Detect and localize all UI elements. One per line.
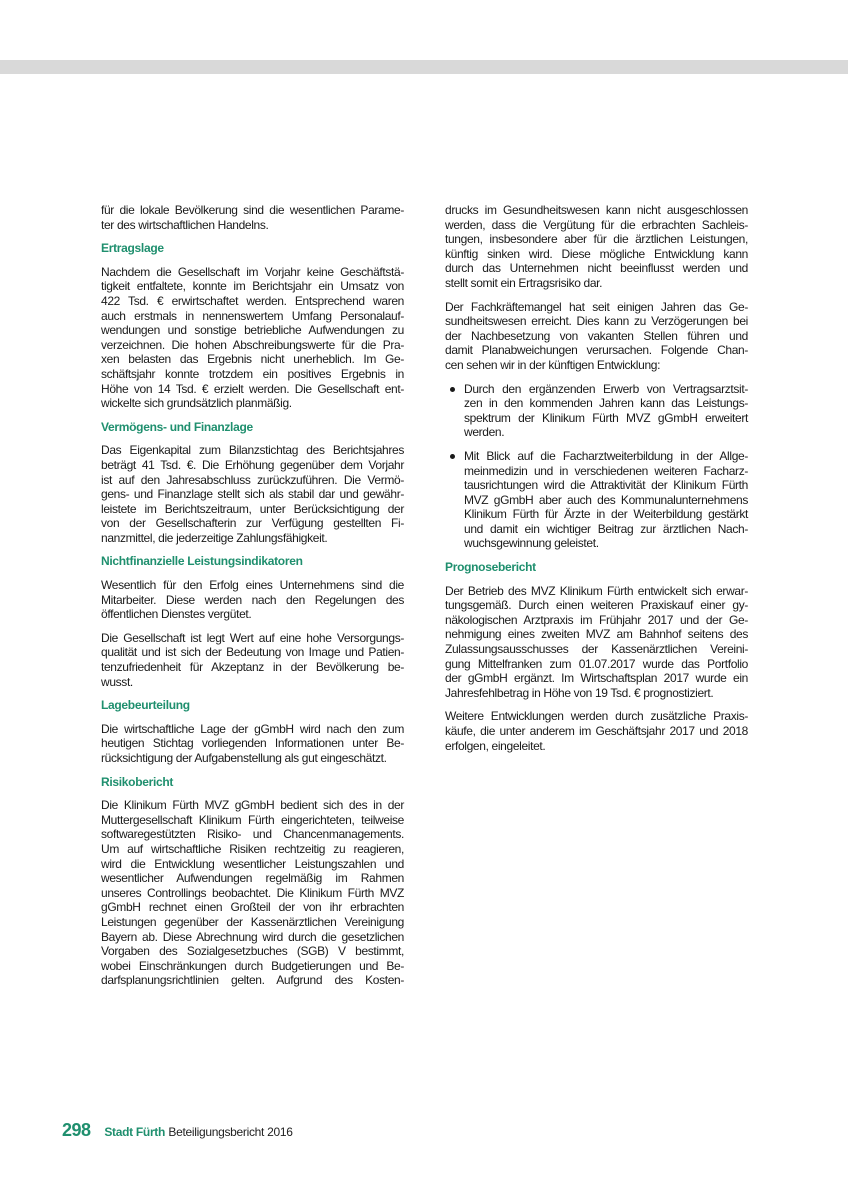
text-line: und damit ein wichtiger Beitrag zur ärztlichen Nach- [464, 521, 748, 536]
text-line: xen belasten das Ergebnis nicht unerheblich. Im Ge- [101, 352, 404, 367]
text-line: verzeichnen. Die hohen Abschreibungswerte für die Pra- [101, 337, 404, 352]
text-line: wird die Entwicklung wesentlicher Leistungszahlen und [101, 856, 404, 871]
paragraph [101, 631, 404, 689]
text-line: erfolgen, eingeleitet. [445, 738, 546, 753]
text-line: Mit Blick auf die Facharztweiterbildung in der Allge- [464, 448, 748, 463]
bullet-icon [450, 454, 455, 459]
paragraph [445, 300, 748, 373]
paragraph [101, 203, 404, 232]
top-bar [0, 60, 848, 74]
text-line: gGmbH rechnet einen Großteil der von ihr erbrachten [101, 900, 404, 915]
page-number: 298 [62, 1120, 91, 1140]
heading-leistungsindikatoren: Nichtfinanzielle Leistungsindikatoren [101, 554, 303, 569]
text-line: wuchsgewinnung geleistet. [464, 536, 599, 551]
text-line: werden. [464, 425, 505, 440]
text-line: Die wirtschaftliche Lage der gGmbH wird nach den zum [101, 721, 404, 736]
text-line: Der Betrieb des MVZ Klinikum Fürth entwickelt sich erwar- [445, 583, 748, 598]
text-line: spektrum der Klinikum Fürth MVZ gGmbH erweitert [464, 410, 748, 425]
text-line: qualität und ist sich der Bedeutung von Image und Patien- [101, 645, 404, 660]
text-line: der Nachbesetzung von vakanten Stellen führen und [445, 328, 748, 343]
text-line: beträgt 41 Tsd. €. Die Erhöhung gegenüber dem Vorjahr [101, 457, 404, 472]
text-line: künftig sinken wird. Diese mögliche Entwicklung kann [445, 246, 748, 261]
text-line: der gGmbH ergänzt. Im Wirtschaftsplan 2017 wurde ein [445, 671, 748, 686]
heading-vermoegenslage: Vermögens- und Finanzlage [101, 419, 253, 434]
paragraph [101, 265, 404, 411]
text-line: cen sehen wir in der künftigen Entwicklung: [445, 357, 661, 372]
paragraph [101, 722, 404, 766]
text-line: Bayern ab. Diese Abrechnung wird durch die gesetzlichen [101, 929, 404, 944]
text-line: wendungen und sonstige betriebliche Aufwendungen zu [101, 323, 404, 338]
text-line: schäftsjahr konnte trotzdem ein positives Ergebnis in [101, 366, 404, 381]
text-line: Jahresfehlbetrag in Höhe von 19 Tsd. € prognostiziert. [445, 685, 714, 700]
text-line: gung Mittelfranken zum 01.07.2017 wurde das Portfolio [445, 656, 748, 671]
text-line: käufe, die unter anderem im Geschäftsjahr 2017 und 2018 [445, 724, 748, 738]
text-line: Der Fachkräftemangel hat seit einigen Jahren das Ge- [445, 299, 748, 314]
text-line: für die lokale Bevölkerung sind die wesentlichen Parame- [101, 203, 404, 217]
paragraph [101, 578, 404, 622]
heading-ertragslage: Ertragslage [101, 241, 164, 256]
paragraph [101, 798, 404, 988]
text-line: Mitarbeiter. Diese werden nach den Regelungen des [101, 592, 404, 607]
bullet-item [445, 382, 748, 440]
text-line: wobei Einschränkungen durch Budgetierungen und Be- [101, 958, 404, 973]
text-line: nanzmittel, die jederzeitige Zahlungsfähigkeit. [101, 530, 328, 545]
right-column [445, 203, 748, 762]
text-line: Weitere Entwicklungen werden durch zusätzliche Praxis- [445, 709, 748, 724]
text-line: wusst. [101, 674, 133, 689]
heading-risikobericht: Risikobericht [101, 774, 174, 789]
text-line: öffentlichen Dienstes vergütet. [101, 607, 252, 622]
text-line: Zulassungsausschusses der Kassenärztlichen Vereini- [445, 642, 748, 657]
paragraph [445, 584, 748, 701]
text-line: tungen, insbesondere aber für die ärztlichen Leistungen, [445, 232, 748, 247]
text-line: MVZ gGmbH aber auch des Kommunalunternehmens [464, 492, 748, 507]
text-line: wesentlicher Aufwendungen regelmäßig im Rahmen [101, 871, 404, 886]
text-line: tenzufriedenheit für Akzeptanz in der Bevölkerung be- [101, 660, 404, 675]
text-line: damit Planabweichungen verursachen. Folgende Chan- [445, 343, 748, 358]
text-line: rücksichtigung der Aufgabenstellung als gut eingeschätzt. [101, 751, 387, 765]
text-line: Klinikum Fürth für Ärzte in der Weiterbildung gestärkt [464, 507, 748, 522]
bullet-text [464, 382, 748, 440]
text-line: heutigen Stichtag vorliegenden Informationen unter Be- [101, 736, 404, 751]
text-line: Vorgaben des Sozialgesetzbuches (SGB) V bestimmt, [101, 944, 404, 959]
text-line: Die Klinikum Fürth MVZ gGmbH bedient sich des in der [101, 798, 404, 813]
bullet-icon [450, 387, 455, 392]
footer-brand: Stadt Fürth [104, 1125, 166, 1139]
text-line: zen in den kommenden Jahren kann das Leistungs- [464, 396, 748, 411]
text-line: nehmigung eines zweiten MVZ am Bahnhof seitens des [445, 627, 748, 642]
text-line: Muttergesellschaft Klinikum Fürth eingerichteten, teilweise [101, 812, 404, 827]
text-line: Um auf wirtschaftliche Risiken rechtzeitig zu reagieren, [101, 841, 404, 856]
text-line: Nachdem die Gesellschaft im Vorjahr keine Geschäftstä- [101, 264, 404, 279]
paragraph [445, 709, 748, 753]
text-line: werden, dass die Vergütung für die erbrachten Sachleis- [445, 217, 748, 232]
text-line: ter des wirtschaftlichen Handelns. [101, 217, 269, 232]
bullet-item [445, 449, 748, 551]
text-line: von der Gesellschafterin zur Verfügung gestellten Fi- [101, 516, 404, 531]
heading-prognosebericht: Prognosebericht [445, 560, 536, 575]
text-line: ist auf den Jahresabschluss zurückzuführen. Die Vermö- [101, 472, 404, 487]
bullet-text [464, 449, 748, 551]
text-line: näkologischen Arztpraxis im Frühjahr 2017 und der Ge- [445, 612, 748, 627]
text-line: Leistungen gegenüber der Kassenärztlichen Vereinigung [101, 914, 404, 929]
text-line: durch das Unternehmen nicht beeinflusst werden und [445, 261, 748, 276]
text-line: tigkeit entfaltete, konnte im Berichtsjahr ein Umsatz von [101, 279, 404, 294]
text-line: tausrichtungen wird die Attraktivität der Klinikum Fürth [464, 478, 748, 493]
heading-lagebeurteilung: Lagebeurteilung [101, 698, 190, 713]
text-line: Die Gesellschaft ist legt Wert auf eine hohe Versorgungs- [101, 630, 404, 645]
text-line: unseres Controllings beobachtet. Die Klinikum Fürth MVZ [101, 885, 404, 900]
text-line: leistete im Berichtszeitraum, unter Berücksichtigung der [101, 501, 404, 516]
text-line: 422 Tsd. € erwirtschaftet werden. Entsprechend waren [101, 293, 404, 308]
text-line: darfsplanungsrichtlinien gelten. Aufgrund des Kosten- [101, 973, 404, 988]
text-line: Wesentlich für den Erfolg eines Unternehmens sind die [101, 578, 404, 593]
text-line: softwaregestützten Risiko- und Chancenmanagements. [101, 827, 404, 842]
text-line: stellt somit ein Ertragsrisiko dar. [445, 275, 603, 290]
left-column [101, 203, 404, 997]
text-line: gens- und Finanzlage stellt sich als stabil dar und gewähr- [101, 487, 404, 502]
text-line: meinmedizin und in verschiedenen weiteren Facharz- [464, 463, 748, 478]
page-footer [62, 1120, 293, 1141]
paragraph [101, 443, 404, 545]
text-line: sundheitswesen erreicht. Dies kann zu Verzögerungen bei [445, 314, 748, 329]
text-line: Höhe von 14 Tsd. € erzielt werden. Die Gesellschaft ent- [101, 381, 404, 396]
footer-title: Beteiligungsbericht 2016 [168, 1125, 293, 1139]
text-line: Durch den ergänzenden Erwerb von Vertragsarztsit- [464, 381, 748, 396]
text-line: auch erstmals in nennenswertem Umfang Personalauf- [101, 308, 404, 323]
text-line: tungsgemäß. Durch einen weiteren Praxiskauf einer gy- [445, 598, 748, 613]
paragraph [445, 203, 748, 291]
text-line: wickelte sich grundsätzlich planmäßig. [101, 396, 292, 411]
text-line: drucks im Gesundheitswesen kann nicht ausgeschlossen [445, 203, 748, 217]
text-line: Das Eigenkapital zum Bilanzstichtag des Berichtsjahres [101, 443, 404, 458]
